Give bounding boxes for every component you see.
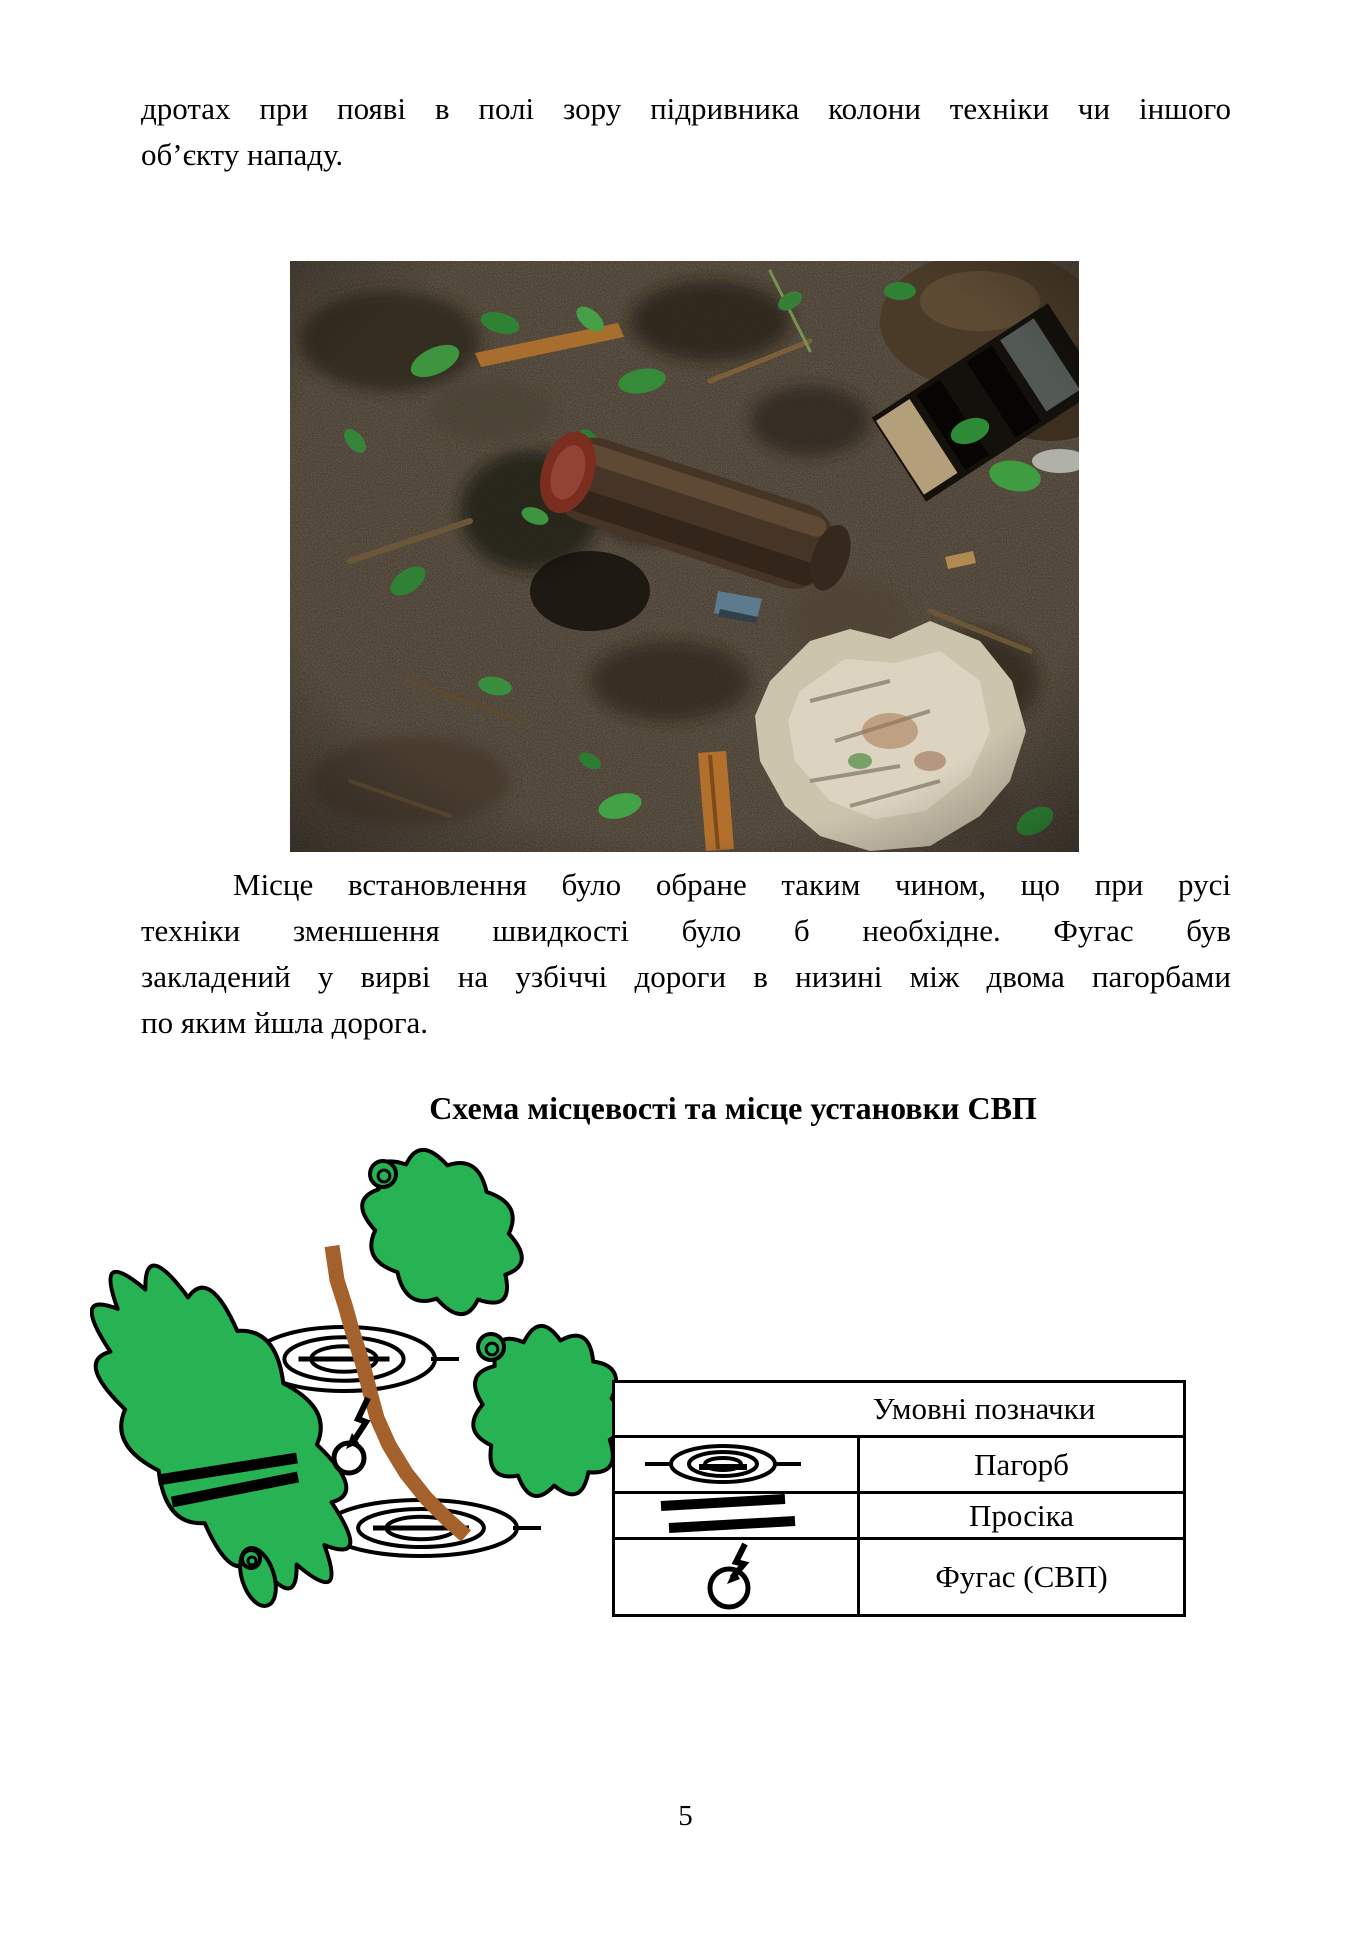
- paragraph-line: техніки зменшення швидкості було б необхідне. Фугас був: [141, 913, 1231, 948]
- photo-vignette: [290, 261, 1079, 852]
- mine-symbol: [615, 1540, 857, 1614]
- legend-label: Просіка: [859, 1493, 1185, 1539]
- clearing-symbol: [615, 1494, 857, 1537]
- paragraph-line: Місце встановлення було обране таким чином, що при русі: [233, 867, 1231, 902]
- hill-symbol: [615, 1438, 857, 1491]
- legend-row-hill: [614, 1437, 1185, 1493]
- legend-row-mine: [614, 1539, 1185, 1616]
- legend-header-row: [614, 1382, 1185, 1437]
- paragraph-line: дротах при появі в полі зору підривника колони техніки чи іншого: [141, 91, 1231, 126]
- legend-table: [612, 1380, 1186, 1617]
- page-number: 5: [678, 1800, 693, 1832]
- legend-row-clearing: [614, 1493, 1185, 1539]
- legend-label: Фугас (СВП): [859, 1539, 1185, 1616]
- diagram-title: Схема місцевості та місце установки СВП: [429, 1090, 1037, 1126]
- legend-label: Пагорб: [859, 1437, 1185, 1493]
- paragraph-placement: [141, 862, 1231, 1046]
- paragraph-line: закладений у вирві на узбіччі дороги в низині між двома пагорбами: [141, 959, 1231, 994]
- paragraph-line: по яким йшла дорога.: [141, 1005, 429, 1040]
- paragraph-line: об’єкту нападу.: [141, 137, 344, 172]
- site-photo-image: [290, 261, 1079, 852]
- legend-header: Умовні позначки: [872, 1391, 1096, 1426]
- site-photo: [290, 261, 1079, 852]
- paragraph-intro: [141, 86, 1231, 178]
